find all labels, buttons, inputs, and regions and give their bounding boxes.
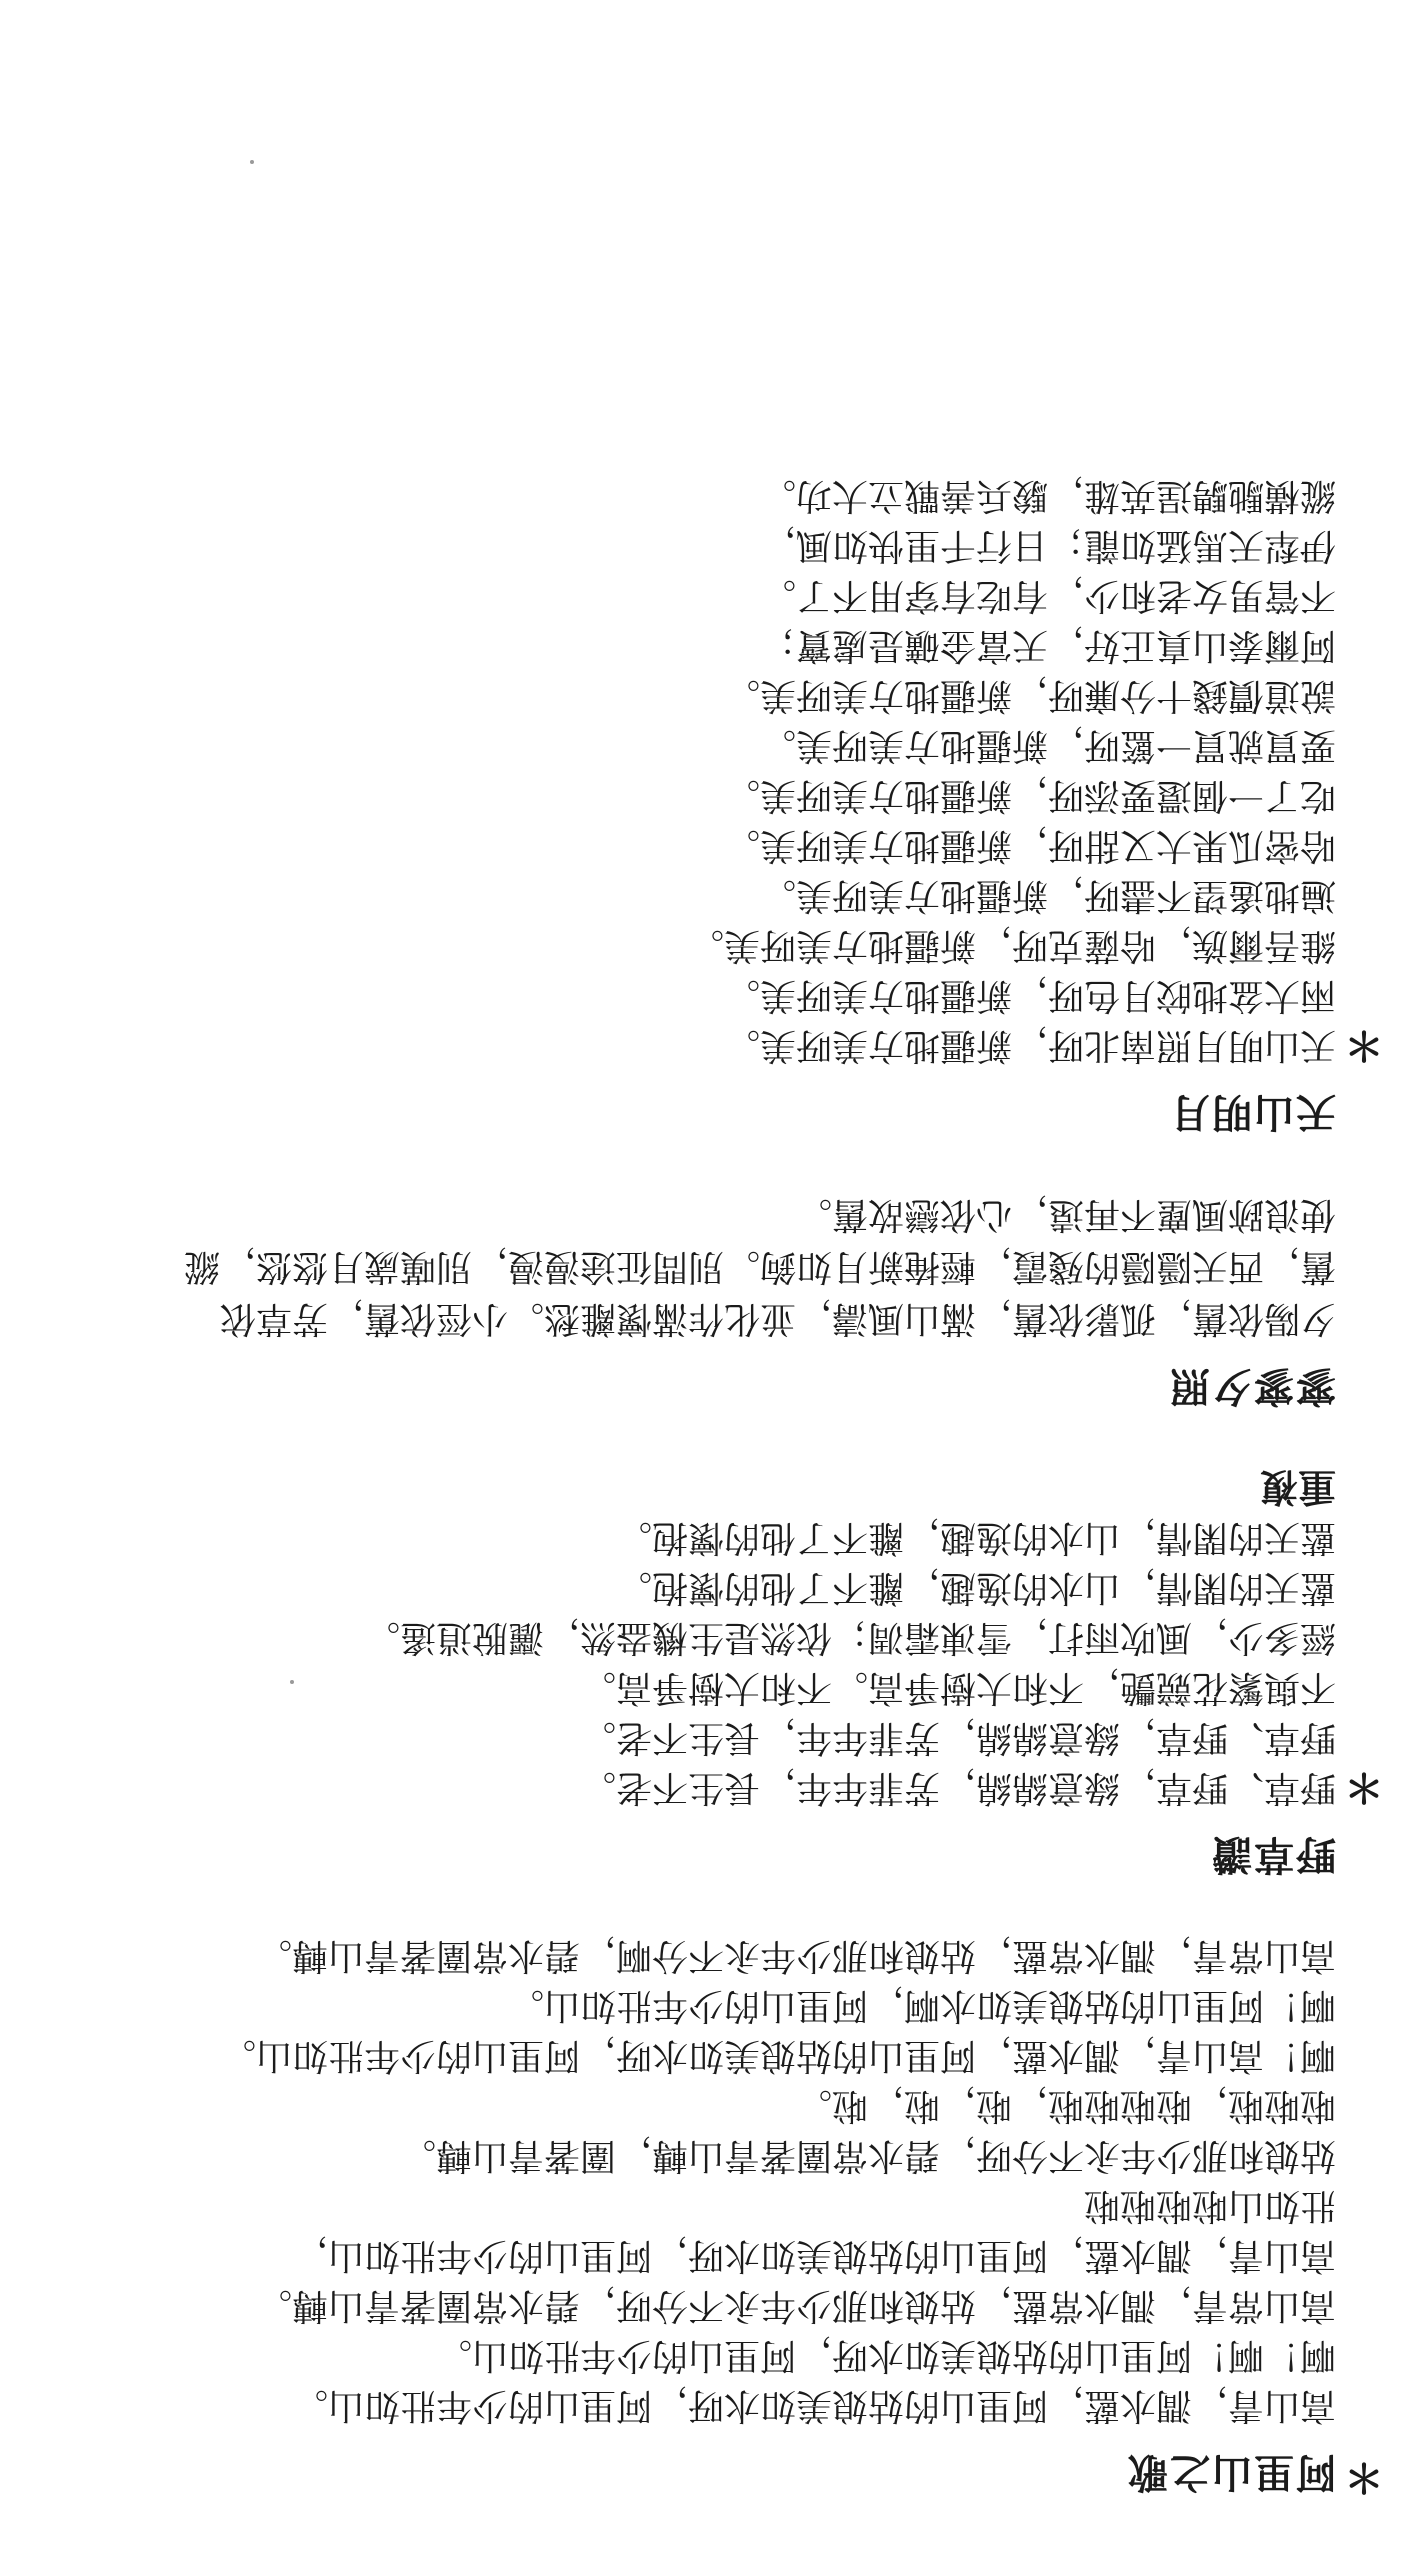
lyric-line: 姑娘和那少年永不分呀，碧水常圍著青山轉，圍著青山轉。 (399, 2135, 1336, 2176)
lyric-paragraph: 夕陽依舊，孤影依舊，滿山風濤，並化作滿懷離愁。小徑依舊，芳草依舊，西天隱隱的殘霞，輕掩新月如鉤。別問征途漫漫，別嘆歲月悠悠，縱使浪跡風塵不再遠，心依戀故舊。 (183, 1194, 1336, 1339)
lyric-line: 縱橫馳騁逞英雄，駿兵善戰立大功。 (759, 475, 1336, 516)
lyric-line: 維吾爾族，哈薩克呀，新疆地方美呀美。 (687, 925, 1336, 966)
lyric-line: 要買就買一籃呀，新疆地方美呀美。 (759, 725, 1336, 766)
star-marker: ＊ (1344, 2454, 1384, 2500)
song-alishan (76, 1930, 1336, 2502)
scan-speck (290, 1680, 294, 1684)
lyric-text: 野草、野草，綠意綿綿，芳菲年年，長生不老。 (579, 1767, 1336, 1808)
lyric-line: 高山常青，澗水常藍，姑娘和那少年永不分啊，碧水常圍著青山轉。 (255, 1935, 1336, 1976)
repeat-note-text: 重複 (1259, 1465, 1336, 1509)
scan-speck (250, 160, 254, 164)
lyric-line: 吃了一個還要添呀，新疆地方美呀美。 (723, 775, 1336, 816)
lyric-line: 壯如山啦啦啦啦 (1083, 2185, 1336, 2226)
lyric-line: 經多少，風吹雨打，雪凍霜凋；依然是生機盎然，灑脫逍遙。 (363, 1617, 1336, 1658)
lyric-text: 天山明月照南北呀，新疆地方美呀美。 (723, 1025, 1336, 1066)
lyric-line: 啊！啊！阿里山的姑娘美如水呀，阿里山的少年壯如山。 (435, 2335, 1336, 2376)
lyric-line: 伊犁天馬猛如龍；日行千里快如風， (759, 525, 1336, 566)
lyrics-document (76, 424, 1384, 2502)
lyric-line: 兩大盆地皎月色呀，新疆地方美呀美。 (723, 975, 1336, 1016)
star-marker: ＊ (1344, 1764, 1384, 1810)
song-title-wild-grass: 野草讚 (1210, 1831, 1336, 1877)
lyric-line: 啊！高山青，澗水藍，阿里山的姑娘美如水呀，阿里山的少年壯如山。 (219, 2035, 1336, 2076)
lyric-line: 藍天的閑情，山水的逸趣，離不了他的懷抱。 (615, 1567, 1336, 1608)
lyric-line: 野草、野草，綠意綿綿，芳菲年年，長生不老。 (579, 1717, 1336, 1758)
lyric-line: 遍地遙望不盡呀，新疆地方美呀美。 (759, 875, 1336, 916)
lyric-line: 啦啦啦，啦啦啦啦，啦，啦，啦。 (795, 2085, 1336, 2126)
lyric-line: 哈密瓜果大又甜呀，新疆地方美呀美。 (723, 825, 1336, 866)
star-marker: ＊ (1344, 1022, 1384, 1068)
song-sunset (76, 1188, 1336, 1416)
lyric-line: 高山常青，澗水常藍，姑娘和那少年永不分呀，碧水常圍著青山轉。 (255, 2285, 1336, 2326)
song-tianshan-moon (76, 470, 1384, 1142)
lyric-line: 啊！阿里山的姑娘美如水啊，阿里山的少年壯如山。 (507, 1985, 1336, 2026)
lyric-line: 說道價錢十分廉呀，新疆地方美呀美。 (723, 675, 1336, 716)
lyric-line: 不管男女老和少，有吃有穿用不了。 (759, 575, 1336, 616)
lyric-line: 不與繁花競艷，不和大樹爭高。不和大樹爭高。 (579, 1667, 1336, 1708)
lyric-line: 阿爾泰山真正好，天富金礦是處寶； (759, 625, 1336, 666)
lyric-line (76, 1762, 1384, 1812)
lyric-line: 高山青，澗水藍，阿里山的姑娘美如水呀，阿里山的少年壯如山。 (291, 2385, 1336, 2426)
song-title-alishan: 阿里山之歌 (1126, 2449, 1336, 2495)
lyric-line: 藍天的閑情，山水的逸趣，離不了他的懷抱。 (615, 1517, 1336, 1558)
song-title-sunset: 寥寥夕照 (1168, 1363, 1336, 1409)
lyric-line (76, 1020, 1384, 1070)
song-title-tianshan-moon: 天山明月 (1168, 1089, 1336, 1135)
lyric-line: 高山青，澗水藍，阿里山的姑娘美如水呀，阿里山的少年壯如山， (291, 2235, 1336, 2276)
